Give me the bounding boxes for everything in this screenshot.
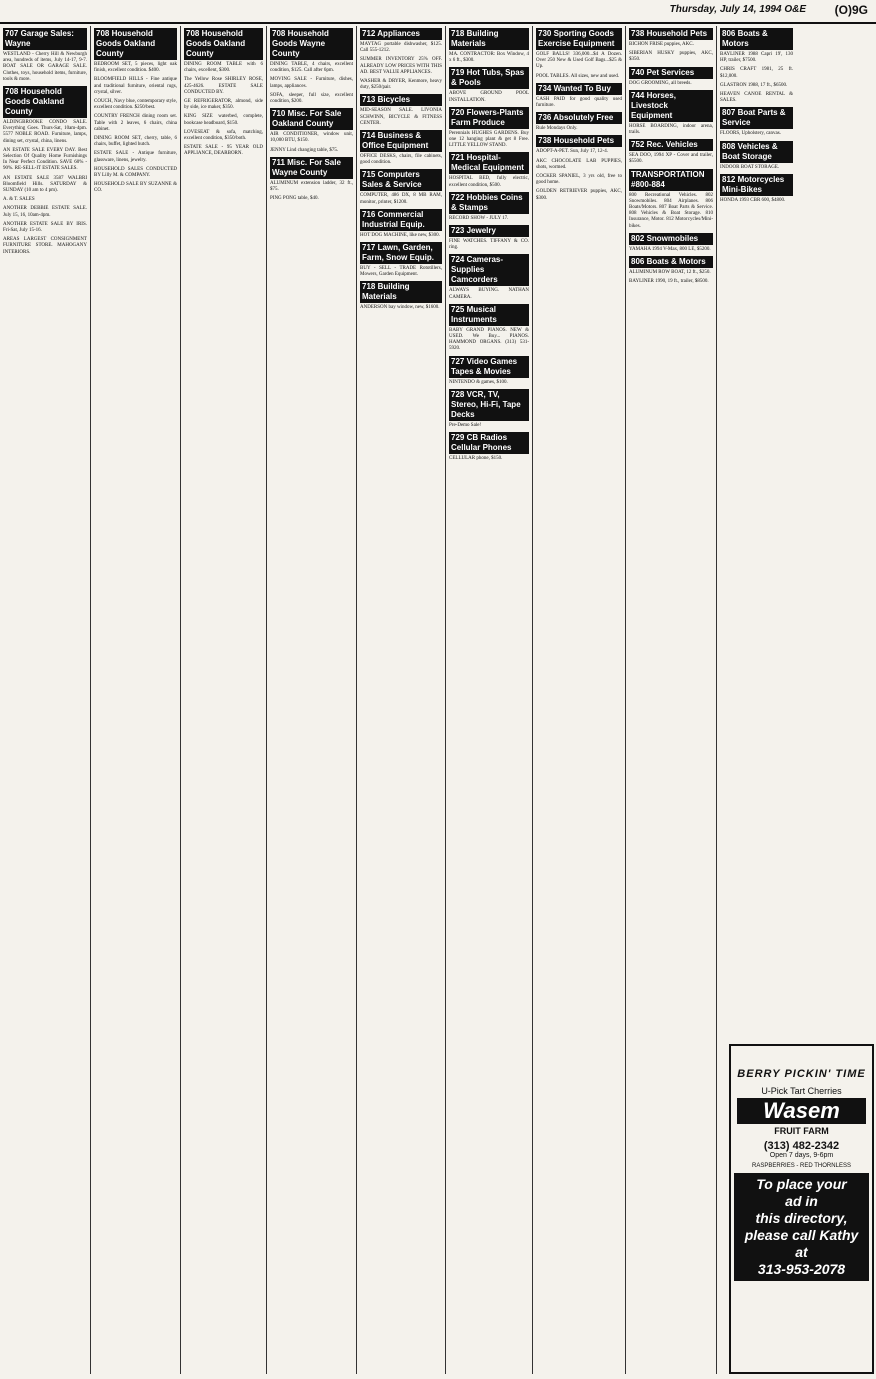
cta-phone: 313-953-2078 [757, 1261, 846, 1277]
classified-ad: SUMMER INVENTORY 25% OFF. ALREADY LOW PRICES WITH THIS AD. BEST VALUE APPLIANCES. [360, 57, 442, 75]
classified-ad: HOUSEHOLD SALES CONDUCTED BY Lilly M. & COMPANY. [94, 166, 177, 179]
classified-ad: WESTLAND - Cherry Hill & Newburgh area, hundreds of items, July 14-17, 9-7. BOAT SALE OR GARAGE SALE. Clothes, toys, household items, furniture, tools & more. [3, 52, 87, 82]
classified-ad: BEDROOM SET, 5 pieces, light oak finish, excellent condition. $400. [94, 62, 177, 74]
promo-phone: (313) 482-2342 [763, 1140, 840, 1152]
classified-ad: DOG GROOMING, all breeds. [629, 80, 692, 86]
classified-ad: MID-SEASON SALE. LIVONIA SCHWINN, BICYCLE & FITNESS CENTER. [360, 108, 442, 126]
classified-ad: CELLULAR phone, $150. [449, 456, 503, 462]
classified-ad: SIBERIAN HUSKY puppies, AKC, $350. [629, 51, 713, 63]
section-heading: 812 Motorcycles Mini-Bikes [720, 174, 793, 196]
section-heading: 718 Building Materials [360, 281, 442, 303]
column-8 [626, 26, 717, 1374]
section-heading: 730 Sporting Goods Exercise Equipment [536, 28, 622, 50]
promo-raspberries: RASPBERRIES - RED THORNLESS [752, 1163, 851, 1169]
cta-line-5: at [795, 1244, 808, 1260]
promo-hours: Open 7 days, 9-6pm [769, 1152, 834, 1159]
section-heading: 715 Computers Sales & Service [360, 169, 442, 191]
classified-ad: COCKER SPANIEL, 3 yrs old, free to good home. [536, 174, 622, 186]
section-heading: TRANSPORTATION #800-884 [629, 169, 713, 191]
section-heading: 711 Misc. For Sale Wayne County [270, 157, 353, 179]
classified-ad: AIR CONDITIONER, window unit, 10,000 BTU, $150. [270, 132, 353, 144]
section-heading: 725 Musical Instruments [449, 304, 529, 326]
classified-ad: ALWAYS BUYING. NATHAN CAMERA. [449, 288, 529, 300]
classified-ad: INDOOR BOAT STORAGE. [720, 164, 780, 170]
classified-ad: SOFA, sleeper, full size, excellent condition, $200. [270, 92, 353, 105]
classified-ad: ESTATE SALE - 95 YEAR OLD APPLIANCE, DEARBORN. [184, 145, 263, 157]
classified-ad: Perennials HUGHES GARDENS. Buy one 12 hanging plant & get 8 Free. LITTLE YELLOW STAND. [449, 130, 529, 149]
classified-ad: 800 Recreational Vehicles. 802 Snowmobiles. 804 Airplanes. 806 Boats/Motors. 807 Boat Parts & Service. 808 Vehicles & Boat Storage. 810 Insurance, Motor. 812 Motorcycles/Mini-bikes. [629, 192, 713, 229]
section-heading: 716 Commercial Industrial Equip. [360, 209, 442, 231]
column-3 [181, 26, 267, 1374]
section-heading: 723 Jewelry [449, 225, 529, 237]
classified-ad: KING SIZE waterbed, complete, bookcase headboard, $150. [184, 114, 263, 126]
classified-ad: COMPUTER, 486 DX, 8 MB RAM, monitor, printer, $1200. [360, 193, 442, 205]
section-heading: 744 Horses, Livestock Equipment [629, 90, 713, 122]
classified-ad: PING PONG table, $40. [270, 196, 319, 202]
section-heading: 710 Misc. For Sale Oakland County [270, 108, 353, 130]
classified-ad: HOT DOG MACHINE, like new, $300. [360, 232, 440, 238]
section-heading: 720 Flowers-Plants Farm Produce [449, 107, 529, 129]
section-heading: 724 Cameras-Supplies Camcorders [449, 254, 529, 286]
classified-ad: Pre-Demo Sale! [449, 422, 482, 428]
cta-line-1: To place your [756, 1176, 847, 1192]
cta-line-4: please call Kathy [744, 1227, 859, 1243]
section-heading: 714 Business & Office Equipment [360, 130, 442, 152]
section-heading: 734 Wanted To Buy [536, 83, 622, 95]
classified-ad: AKC CHOCOLATE LAB PUPPIES, shots, wormed. [536, 158, 622, 170]
classified-ad: DINING TABLE, 4 chairs, excellent condition, $125. Call after 6pm. [270, 62, 353, 74]
classified-ad: BAYLINER 1990, 19 ft., trailer, $8500. [629, 279, 709, 285]
section-heading: 808 Vehicles & Boat Storage [720, 141, 793, 163]
classified-ad: YAMAHA 1994 V-Max, 800 LE, $5200. [629, 246, 711, 252]
classified-ad: ALUMINUM extension ladder, 32 ft., $75. [270, 180, 353, 193]
issue-date: Thursday, July 14, 1994 O&E [669, 4, 806, 15]
column-2 [91, 26, 181, 1374]
classified-ad: HOUSEHOLD SALE BY SUZANNE & CO. [94, 182, 177, 194]
column-4 [267, 26, 357, 1374]
cta-line-2: ad in [785, 1193, 818, 1209]
classified-ad: BABY GRAND PIANOS. NEW & USED. We Buy... PIANOS. HAMMOND ORGANS. (313) 531-5920. [449, 327, 529, 352]
section-heading: 708 Household Goods Oakland County [3, 86, 87, 118]
column-7 [533, 26, 626, 1374]
classified-ad: ADOPT-A-PET. Sun, July 17, 12-4. [536, 149, 608, 155]
section-heading: 802 Snowmobiles [629, 233, 713, 245]
classified-ad: COUNTRY FRENCH dining room set. Table with 2 leaves, 6 chairs, china cabinet. [94, 114, 177, 132]
classified-ad: CASH PAID for good quality used furniture. [536, 96, 622, 109]
section-heading: 738 Household Pets [536, 135, 622, 147]
classified-ad: AN ESTATE SALE 3587 WALBRI Bloomfield Hills. SATURDAY & SUNDAY (10 am to 4 pm). [3, 175, 87, 194]
page-number: (O)9G [834, 3, 868, 17]
classified-ad: ALDINGBROOKE CONDO SALE. Everything Goes. Thurs-Sat, 10am-4pm. 5577 NOBLE ROAD. Furniture, lamps, dining set, crystal, china, linens. [3, 120, 87, 144]
classified-ad: AREAS LARGEST CONSIGNMENT FURNITURE STORE. MAHOGANY INTERIORS. [3, 237, 87, 255]
classified-ad: ANDERSON bay window, new, $1600. [360, 305, 440, 311]
promo-banner: BERRY PICKIN' TIME [737, 1068, 866, 1080]
classified-ad: HONDA 1993 CBR 600, $4800. [720, 197, 786, 203]
classified-ad: AN ESTATE SALE EVERY DAY. Best Selection Of Quality Home Furnishings In Near Perfect Condition. SAVE 60% - 90%. RE-SELL-IT ESTATE SALES. [3, 147, 87, 172]
classified-ad: WASHER & DRYER, Kenmore, heavy duty, $250/pair. [360, 79, 442, 91]
classified-ad: POOL TABLES. All sizes, new and used. [536, 73, 620, 79]
section-heading: 708 Household Goods Oakland County [184, 28, 263, 60]
column-1 [0, 26, 91, 1374]
classified-ad: ALUMINUM ROW BOAT, 12 ft., $250. [629, 270, 711, 276]
masthead [0, 0, 876, 24]
section-heading: 729 CB Radios Cellular Phones [449, 432, 529, 454]
classified-ad: COUCH, Navy blue, contemporary style, excellent condition. $250/best. [94, 99, 177, 111]
classified-ad: HORSE BOARDING, indoor arena, trails. [629, 123, 713, 136]
classified-ad: CHRIS CRAFT 1981, 25 ft. $12,000. [720, 67, 793, 79]
classified-ad: NINTENDO & games, $100. [449, 379, 508, 385]
classified-ad: MAYTAG portable dishwasher, $125. Call 555-1212. [360, 42, 442, 54]
column-6 [446, 26, 533, 1374]
classified-ad: Rule Mondays Only. [536, 126, 578, 132]
cta-line-3: this directory, [755, 1210, 848, 1226]
section-heading: 740 Pet Services [629, 67, 713, 79]
section-heading: 738 Household Pets [629, 28, 713, 40]
section-heading: 721 Hospital-Medical Equipment [449, 152, 529, 174]
classified-ad: SEA DOO, 1994 XP - Cover and trailer, $5500. [629, 153, 713, 165]
classified-ad: FLOORS, Upholstery, canvas. [720, 131, 781, 137]
section-heading: 728 VCR, TV, Stereo, Hi-Fi, Tape Decks [449, 389, 529, 421]
classified-ad: BAYLINER 1988 Capri 19', 130 HP, trailer, $7500. [720, 52, 793, 64]
classified-ad: JENNY Lind changing table, $75. [270, 147, 339, 153]
promo-brand: Wasem [737, 1098, 866, 1124]
classified-ad: ANOTHER DEBBIE ESTATE SALE. July 15, 16, 10am-4pm. [3, 206, 87, 218]
column-5 [357, 26, 446, 1374]
section-heading: 718 Building Materials [449, 28, 529, 50]
advertisement-box [729, 1044, 874, 1374]
section-heading: 806 Boats & Motors [720, 28, 793, 50]
section-heading: 717 Lawn, Garden, Farm, Snow Equip. [360, 242, 442, 264]
classified-ad: LOVESEAT & sofa, matching, excellent condition, $350/both. [184, 129, 263, 142]
classified-ad: OFFICE DESKS, chairs, file cabinets, good condition. [360, 154, 442, 166]
section-heading: 806 Boats & Motors [629, 256, 713, 268]
classified-ad: GOLDEN RETRIEVER puppies, AKC, $300. [536, 189, 622, 201]
classified-ad: FINE WATCHES. TIFFANY & CO. ring. [449, 239, 529, 251]
section-heading: 807 Boat Parts & Service [720, 107, 793, 129]
classified-ad: HEAVEN CANOE RENTAL & SALES. [720, 92, 793, 104]
section-heading: 719 Hot Tubs, Spas & Pools [449, 67, 529, 89]
promo-farm: FRUIT FARM [774, 1126, 829, 1136]
classified-ad: HOSPITAL BED, fully electric, excellent condition, $500. [449, 176, 529, 188]
classified-ad: The Yellow Rose SHIRLEY ROSE, 425-4626. ESTATE SALE CONDUCTED BY. [184, 77, 263, 95]
classified-ad: GOLF BALLS! 336,000...$4 A Dozen. Over 250 New & Used Golf Bags...$25 & Up. [536, 52, 622, 70]
section-heading: 708 Household Goods Oakland County [94, 28, 177, 60]
classified-ad: MOVING SALE - Furniture, dishes, lamps, appliances. [270, 77, 353, 89]
section-heading: 707 Garage Sales: Wayne [3, 28, 87, 50]
classified-ad: BICHON FRISE puppies, AKC. [629, 42, 694, 47]
classified-ad: MA. CONTRACTOR: Box Window, 4 x 6 ft., $300. [449, 52, 529, 64]
classified-ad: BUY - SELL - TRADE Rototillers, Mowers, Garden Equipment. [360, 266, 442, 278]
classified-ad: DINING ROOM SET, cherry, table, 6 chairs, buffet, lighted hutch. [94, 136, 177, 148]
classified-ad: RECORD SHOW - JULY 17. [449, 215, 509, 221]
column-9 [717, 26, 796, 1041]
section-heading: 722 Hobbies Coins & Stamps [449, 192, 529, 214]
section-heading: 752 Rec. Vehicles [629, 139, 713, 151]
section-heading: 736 Absolutely Free [536, 112, 622, 124]
classified-ad: GE REFRIGERATOR, almond, side by side, ice maker, $350. [184, 99, 263, 111]
section-heading: 708 Household Goods Wayne County [270, 28, 353, 60]
classified-ad: ANOTHER ESTATE SALE BY IRIS. Fri-Sat, July 15-16. [3, 221, 87, 234]
classified-ad: DINING ROOM TABLE with 6 chairs, excellent, $300. [184, 62, 263, 74]
classified-ad: A. & T. SALES [3, 197, 35, 203]
section-heading: 727 Video Games Tapes & Movies [449, 356, 529, 378]
promo-upick: U-Pick Tart Cherries [761, 1086, 842, 1096]
classified-ad: ESTATE SALE - Antique furniture, glassware, linens, jewelry. [94, 151, 177, 163]
section-heading: 712 Appliances [360, 28, 442, 40]
classified-ad: BLOOMFIELD HILLS - Fine antique and traditional furniture, oriental rugs, crystal, silver. [94, 77, 177, 95]
section-heading: 713 Bicycles [360, 94, 442, 106]
classified-ad: ABOVE GROUND POOL INSTALLATION. [449, 91, 529, 103]
classified-ad: GLASTRON 1988, 17 ft., $6500. [720, 82, 788, 88]
place-ad-cta [734, 1173, 869, 1281]
